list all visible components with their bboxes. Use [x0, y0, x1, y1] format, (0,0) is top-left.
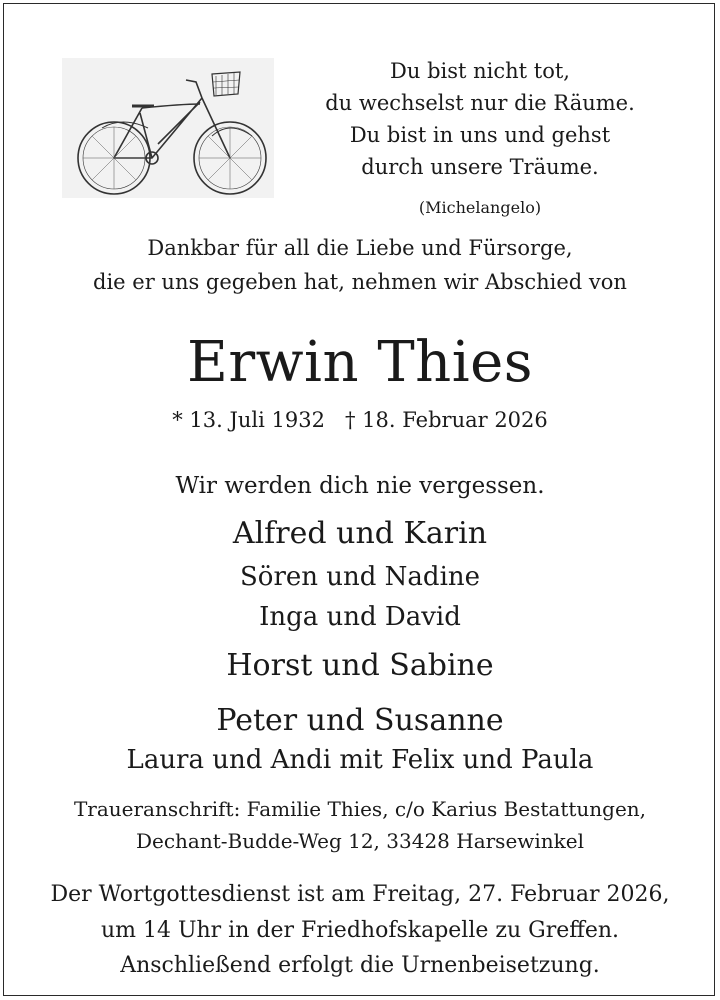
mourner-family-1-child-2: Inga und David	[259, 602, 461, 632]
intro-line-1: Dankbar für all die Liebe und Fürsorge,	[147, 236, 573, 260]
address-line-1: Traueranschrift: Familie Thies, c/o Karius Bestattungen,	[73, 797, 647, 821]
mourner-family-3: Peter und Susanne	[216, 703, 504, 738]
address-line-2: Dechant-Budde-Weg 12, 33428 Harsewinkel	[135, 829, 585, 853]
service-line-1: Der Wortgottesdienst ist am Freitag, 27. Februar 2026,	[50, 882, 670, 907]
service-line-2: um 14 Uhr in der Friedhofskapelle zu Greffen.	[100, 918, 620, 943]
mourner-family-2: Horst und Sabine	[226, 648, 494, 683]
mourner-family-3-children: Laura und Andi mit Felix und Paula	[126, 745, 594, 775]
deceased-name: Erwin Thies	[186, 330, 534, 395]
poem-line-2: du wechselst nur die Räume.	[325, 91, 635, 115]
bicycle-icon	[62, 58, 274, 198]
poem-author: (Michelangelo)	[418, 198, 542, 217]
mourner-family-1-child-1: Sören und Nadine	[239, 562, 481, 592]
intro-line-2: die er uns gegeben hat, nehmen wir Abschied von	[93, 270, 627, 294]
service-line-3: Anschließend erfolgt die Urnenbeisetzung.	[120, 953, 600, 978]
poem-line-3: Du bist in uns und gehst	[349, 123, 611, 147]
bicycle-image	[62, 58, 274, 198]
mourner-family-1: Alfred und Karin	[232, 516, 488, 551]
poem-line-4: durch unsere Träume.	[361, 155, 599, 179]
farewell-line: Wir werden dich nie vergessen.	[175, 473, 545, 499]
life-dates: * 13. Juli 1932 † 18. Februar 2026	[172, 408, 548, 432]
poem-line-1: Du bist nicht tot,	[390, 59, 570, 83]
